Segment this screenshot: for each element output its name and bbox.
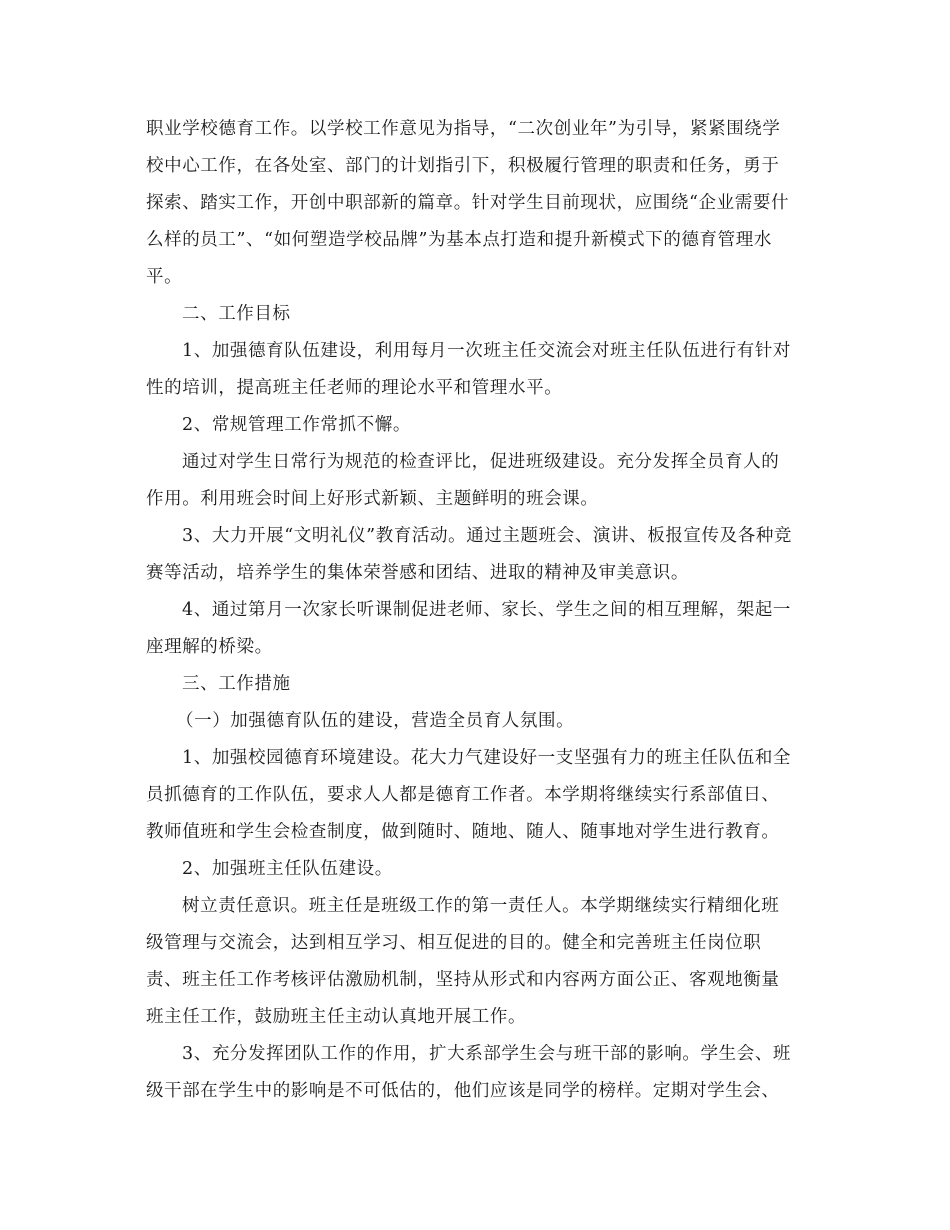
text-line: 教师值班和学生会检查制度，做到随时、随地、随人、随事地对学生进行教育。 <box>146 822 780 842</box>
subsection-heading: （一）加强德育队伍的建设，营造全员育人氛围。 <box>176 711 575 731</box>
text-line: 作用。利用班会时间上好形式新颖、主题鲜明的班会课。 <box>146 489 599 509</box>
text-line: 级管理与交流会，达到相互学习、相互促进的目的。健全和完善班主任岗位职 <box>146 933 762 953</box>
text-line: 员抓德育的工作队伍，要求人人都是德育工作者。本学期将继续实行系部值日、 <box>146 785 780 805</box>
text-line: 职业学校德育工作。以学校工作意见为指导，“二次创业年”为引导，紧紧围绕学 <box>146 119 781 139</box>
text-line: 探索、踏实工作，开创中职部新的篇章。针对学生目前现状，应围绕“企业需要什 <box>146 193 790 213</box>
text-line: 3、大力开展“文明礼仪”教育活动。通过主题班会、演讲、板报宣传及各种竞 <box>182 526 793 546</box>
text-line: 2、常规管理工作常抓不懈。 <box>182 415 411 435</box>
text-line: 4、通过第月一次家长听课制促进老师、家长、学生之间的相互理解，架起一 <box>182 600 792 620</box>
text-line: 责、班主任工作考核评估激励机制，坚持从形式和内容两方面公正、客观地衡量 <box>146 970 780 990</box>
text-line: 校中心工作，在各处室、部门的计划指引下，积极履行管理的职责和任务，勇于 <box>146 156 780 176</box>
text-line: 3、充分发挥团队工作的作用，扩大系部学生会与班干部的影响。学生会、班 <box>182 1044 792 1064</box>
section-heading: 二、工作目标 <box>182 304 291 324</box>
text-line: 级干部在学生中的影响是不可低估的，他们应该是同学的榜样。定期对学生会、 <box>146 1081 780 1101</box>
text-line: 1、加强校园德育环境建设。花大力气建设好一支坚强有力的班主任队伍和全 <box>182 748 792 768</box>
text-line: 2、加强班主任队伍建设。 <box>182 859 393 879</box>
text-line: 赛等活动，培养学生的集体荣誉感和团结、进取的精神及审美意识。 <box>146 563 689 583</box>
text-line: 班主任工作，鼓励班主任主动认真地开展工作。 <box>146 1007 527 1027</box>
text-line: 通过对学生日常行为规范的检查评比，促进班级建设。充分发挥全员育人的 <box>182 452 780 472</box>
text-line: 1、加强德育队伍建设，利用每月一次班主任交流会对班主任队伍进行有针对 <box>182 341 792 361</box>
text-line: 么样的员工”、“如何塑造学校品牌”为基本点打造和提升新模式下的德育管理水 <box>146 230 772 250</box>
text-line: 座理解的桥梁。 <box>146 637 273 657</box>
text-line: 性的培训，提高班主任老师的理论水平和管理水平。 <box>146 378 563 398</box>
text-line: 平。 <box>146 267 183 287</box>
section-heading: 三、工作措施 <box>182 674 291 694</box>
text-line: 树立责任意识。班主任是班级工作的第一责任人。本学期继续实行精细化班 <box>182 896 780 916</box>
